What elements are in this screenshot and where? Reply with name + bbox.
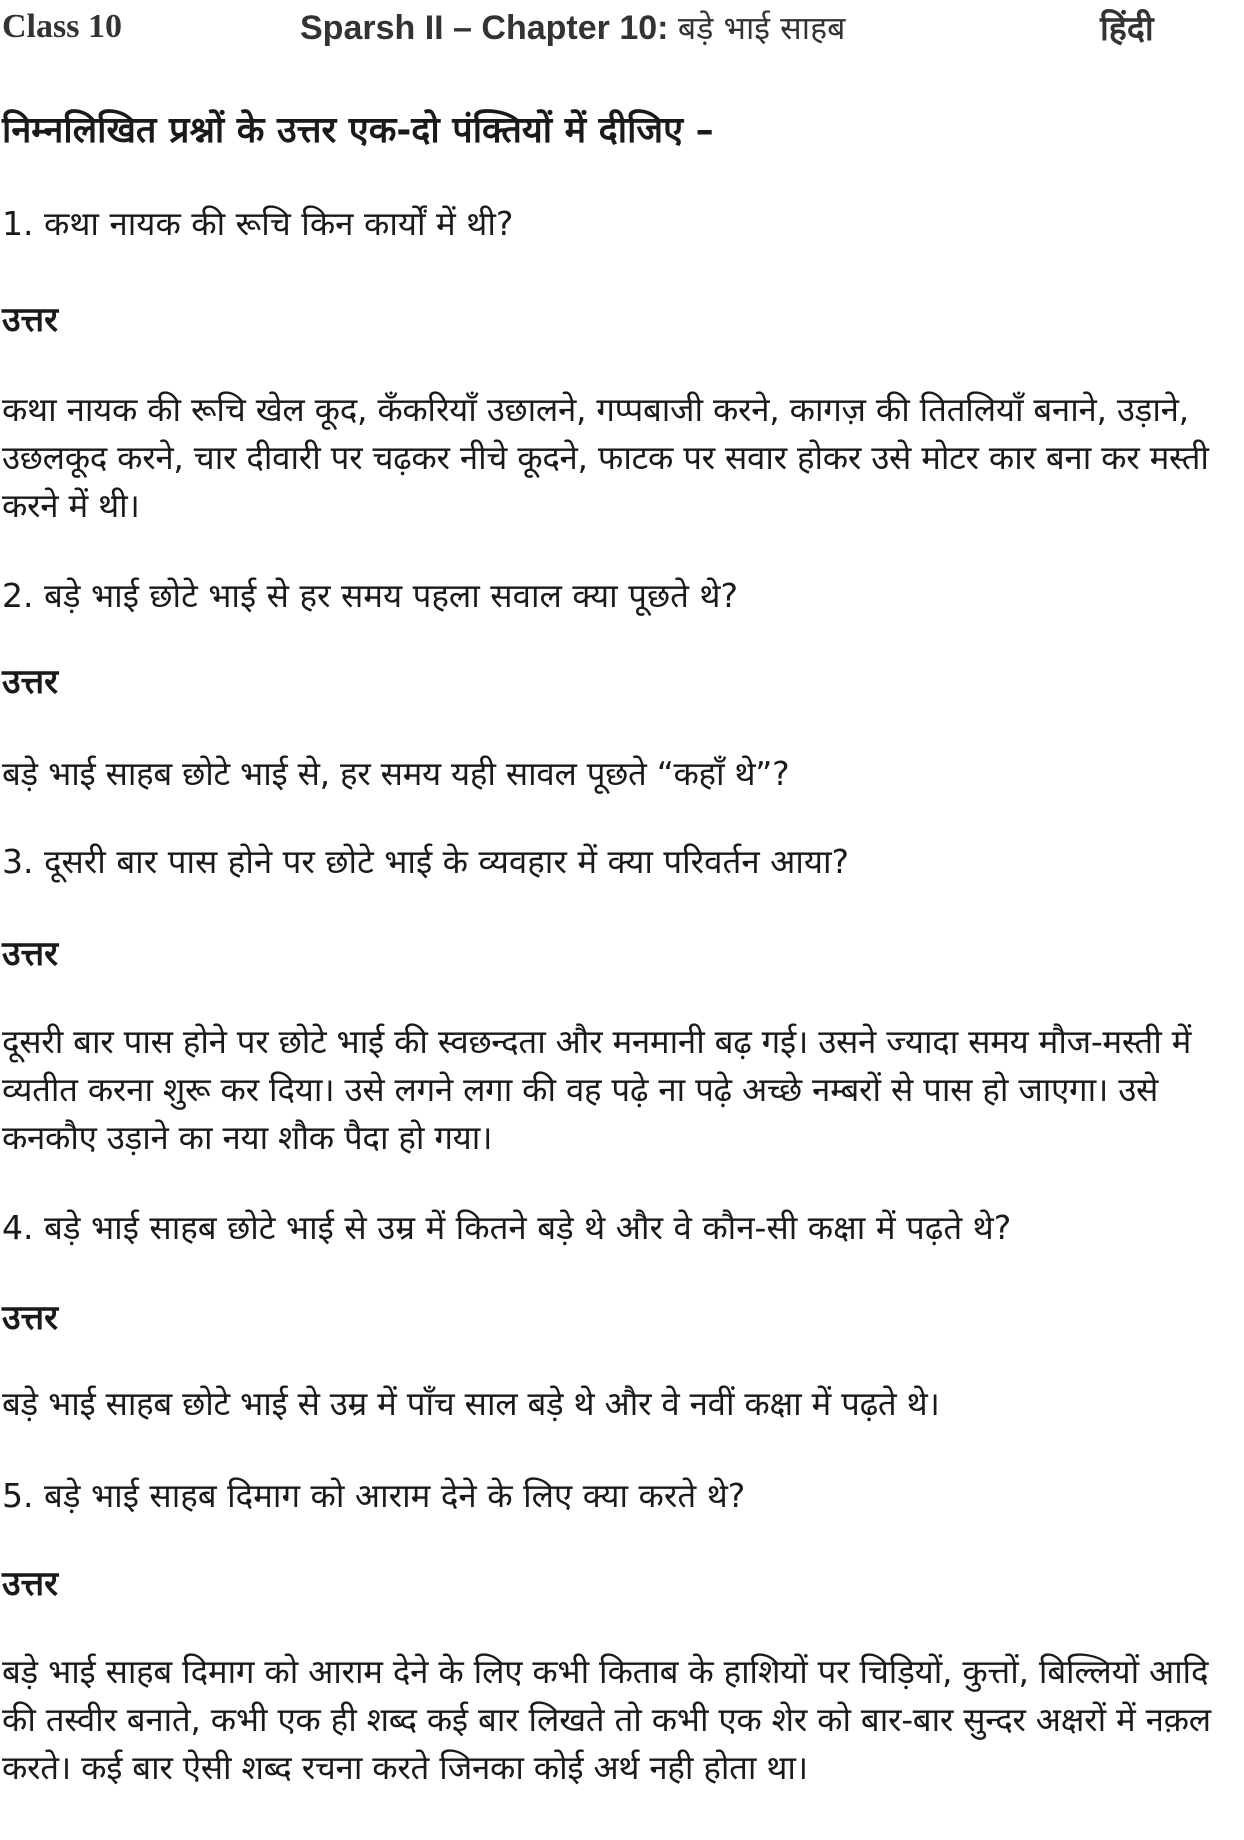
answer-5-wrap bbox=[2, 1648, 1238, 1792]
answer-label-4-wrap bbox=[2, 1294, 1238, 1342]
chapter-title: बड़े भाई साहब bbox=[677, 9, 846, 47]
answer-4-wrap bbox=[2, 1380, 1238, 1428]
qa-item-1 bbox=[2, 200, 1238, 248]
question-2: 2. बड़े भाई छोटे भाई से हर समय पहला सवाल क्या पूछते थे? bbox=[2, 576, 738, 615]
page-header bbox=[0, 4, 1244, 52]
question-1: 1. कथा नायक की रूचि किन कार्यों में थी? bbox=[2, 204, 514, 243]
answer-4: बड़े भाई साहब छोटे भाई से उम्र में पाँच साल बड़े थे और वे नवीं कक्षा में पढ़ते थे। bbox=[2, 1384, 940, 1423]
answer-label: उत्तर bbox=[2, 934, 59, 974]
answer-3-wrap bbox=[2, 1018, 1238, 1162]
answer-label: उत्तर bbox=[2, 1564, 59, 1604]
answer-5: बड़े भाई साहब दिमाग को आराम देने के लिए कभी किताब के हाशियों पर चिड़ियों, कुत्तों, बिल्लियों आदि की तस्वीर बनाते, कभी एक ही शब्द कई बार लिखते तो कभी एक शेर को बार-बार सुन्दर अक्षरों में नक़ल करते। कई बार ऐसी शब्द रचना करते जिनका कोई अर्थ नही होता था। bbox=[2, 1652, 1211, 1787]
question-5: 5. बड़े भाई साहब दिमाग को आराम देने के लिए क्या करते थे? bbox=[2, 1476, 746, 1515]
answer-label: उत्तर bbox=[2, 662, 59, 702]
answer-2-wrap bbox=[2, 750, 1238, 798]
class-label: Class 10 bbox=[2, 8, 122, 45]
answer-label-1-wrap bbox=[2, 296, 1238, 344]
answer-2: बड़े भाई साहब छोटे भाई से, हर समय यही सावल पूछते “कहाँ थे”? bbox=[2, 754, 790, 793]
question-3: 3. दूसरी बार पास होने पर छोटे भाई के व्यवहार में क्या परिवर्तन आया? bbox=[2, 842, 850, 881]
chapter-heading bbox=[300, 6, 845, 49]
qa-item-3 bbox=[2, 838, 1238, 886]
answer-label-3-wrap bbox=[2, 930, 1238, 978]
answer-3: दूसरी बार पास होने पर छोटे भाई की स्वछन्दता और मनमानी बढ़ गई। उसने ज्यादा समय मौज-मस्ती में व्यतीत करना शुरू कर दिया। उसे लगने लगा की वह पढ़े ना पढ़े अच्छे नम्बरों से पास हो जाएगा। उसे कनकौए उड़ाने का नया शौक पैदा हो गया। bbox=[2, 1022, 1192, 1157]
answer-label-5-wrap bbox=[2, 1560, 1238, 1608]
chapter-label: Sparsh II – Chapter 10: bbox=[300, 9, 669, 47]
subject-label: हिंदी bbox=[1100, 9, 1154, 49]
answer-label-2-wrap bbox=[2, 658, 1238, 706]
answer-1: कथा नायक की रूचि खेल कूद, कँकरियाँ उछालने, गप्पबाजी करने, कागज़ की तितलियाँ बनाने, उड़ाने, उछलकूद करने, चार दीवारी पर चढ़कर नीचे कूदने, फाटक पर सवार होकर उसे मोटर कार बना कर मस्ती करने में थी। bbox=[2, 390, 1209, 525]
instruction-heading: निम्नलिखित प्रश्नों के उत्तर एक-दो पंक्तियों में दीजिए – bbox=[2, 110, 714, 151]
question-4: 4. बड़े भाई साहब छोटे भाई से उम्र में कितने बड़े थे और वे कौन-सी कक्षा में पढ़ते थे? bbox=[2, 1208, 1012, 1247]
qa-item-2 bbox=[2, 572, 1238, 620]
qa-item-4 bbox=[2, 1204, 1238, 1252]
answer-label: उत्तर bbox=[2, 300, 59, 340]
answer-1-wrap bbox=[2, 386, 1238, 530]
answer-label: उत्तर bbox=[2, 1298, 59, 1338]
qa-item-5 bbox=[2, 1472, 1238, 1520]
